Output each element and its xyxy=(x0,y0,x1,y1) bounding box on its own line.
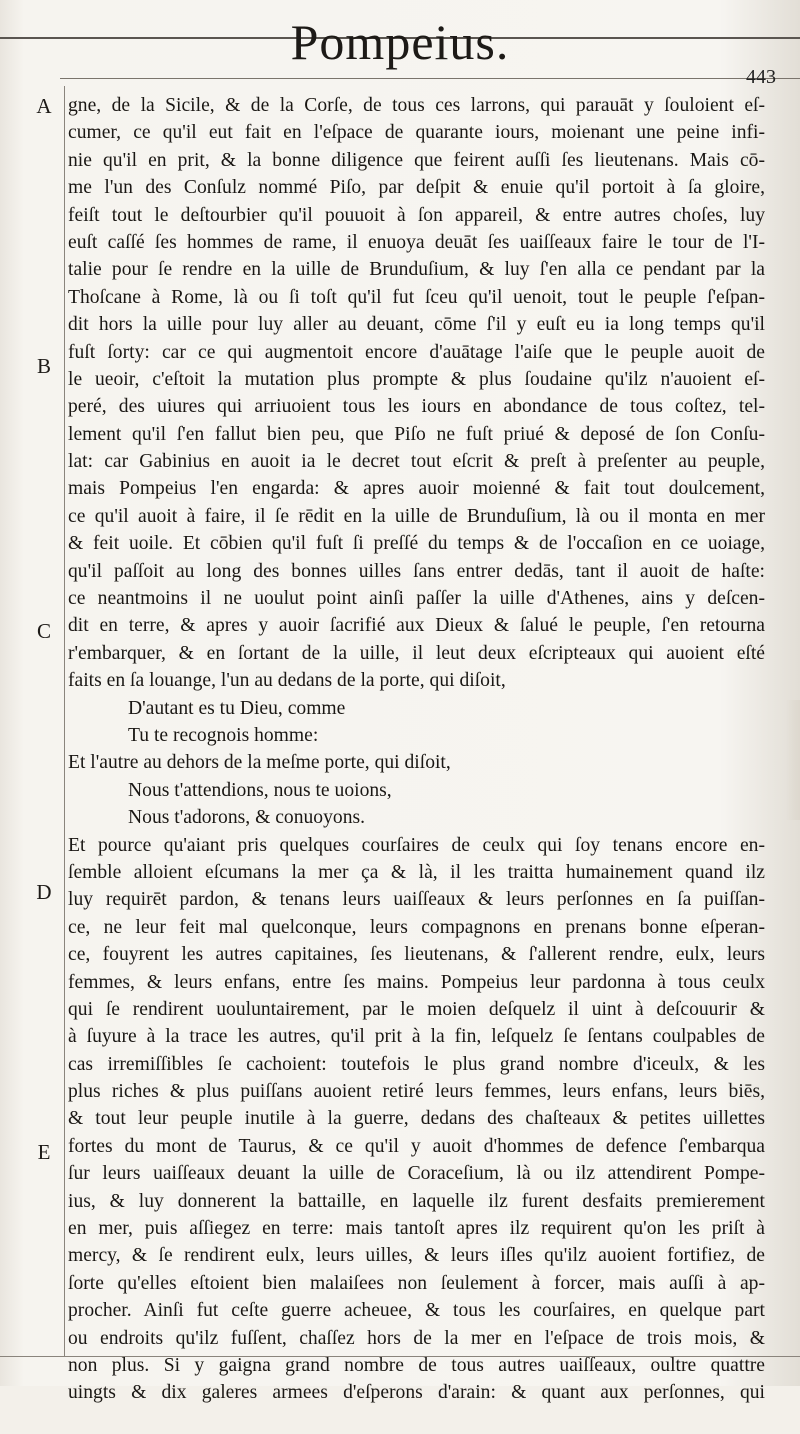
margin-letter-e: E xyxy=(37,1140,51,1164)
text-line: ou endroits qu'ilz fuſſent, chaſſez hors de la mer en l'eſpace de trois mois, & xyxy=(68,1327,765,1349)
text-line: cas irremiſſibles ſe cachoient: toutefois le plus grand nombre d'iceulx, & les xyxy=(68,1053,765,1075)
header-rule xyxy=(60,78,800,79)
text-line: fortes du mont de Taurus, & ce qu'il y auoit d'hommes de defence ſ'embarqua xyxy=(68,1135,765,1157)
page-number: 443 xyxy=(746,66,776,88)
text-line: Thoſcane à Rome, là ou ſi toſt qu'il fut ſceu qu'il uenoit, tout le peuple ſ'eſpan- xyxy=(68,286,765,308)
text-line: r'embarquer, & en ſortant de la uille, il leut deux eſcripteaux qui auoient eſté xyxy=(68,642,765,664)
text-line: gne, de la Sicile, & de la Corſe, de tous ces larrons, qui parauāt y ſouloient eſ- xyxy=(68,95,765,116)
text-line: à ſuyure à la trace les autres, qu'il prit à la fin, leſquelz ſe ſentans coulpables de xyxy=(68,1026,765,1048)
text-line: feiſt tout le deſtourbier qu'il pouuoit à ſon appareil, & entre autres choſes, luy xyxy=(68,204,765,226)
text-line: ce, ne leur feit mal quelconque, leurs compagnons en prenans bonne eſperan- xyxy=(68,916,765,938)
text-line: lement qu'il ſ'en fallut bien peu, que Piſo ne fuſt priué & deposé de ſon Conſu- xyxy=(68,423,765,445)
text-line: mercy, & ſe rendirent eulx, leurs uilles, & leurs iſles qu'ilz auoient fortifiez, de xyxy=(68,1245,765,1267)
text-line: en mer, puis aſſiegez en terre: mais tantoſt apres ilz requirent qu'on les priſt à xyxy=(68,1218,765,1240)
text-line: Et pource qu'aiant pris quelques courſaires de ceulx qui ſoy tenans encore en- xyxy=(68,834,765,856)
margin-letter-a: A xyxy=(36,94,52,118)
text-line: fuſt ſorty: car ce qui augmentoit encore d'auātage l'aiſe que le peuple auoit de xyxy=(68,341,765,363)
text-line: lat: car Gabinius en auoit ia le decret tout eſcrit & preſt à preſenter au peuple, xyxy=(68,451,765,473)
text-line: ius, & luy donnerent la battaille, en laquelle ilz furent desfaits premierement xyxy=(68,1190,765,1212)
bottom-rule xyxy=(0,1356,800,1357)
text-line: & tout leur peuple inutile à la guerre, dedans des chaſteaux & petites uillettes xyxy=(68,1108,765,1130)
text-line: uingts & dix galeres armees d'eſperons d'arain: & quant aux perſonnes, qui xyxy=(68,1382,765,1404)
text-line: procher. Ainſi fut ceſte guerre acheuee, & tous les courſaires, en quelque part xyxy=(68,1300,765,1322)
text-line: & feit uoile. Et cōbien qu'il fuſt ſi preſſé du temps & de l'occaſion en ce uoiage, xyxy=(68,533,765,555)
text-line: dit en terre, & apres y auoir ſacrifié aux Dieux & ſalué le peuple, ſ'en retourna xyxy=(68,615,765,637)
text-line: ce qu'il auoit à faire, il ſe rēdit en la uille de Brunduſium, là ou il monta en mer xyxy=(68,505,765,527)
text-line: luy requirēt pardon, & tenans leurs uaiſſeaux & leurs perſonnes en ſa puiſſan- xyxy=(68,889,765,911)
verse-line: Tu te recognois homme: xyxy=(128,724,319,746)
text-line: talie pour ſe rendre en la uille de Brunduſium, & luy ſ'en alla ce pendant par la xyxy=(68,259,765,281)
text-line: ſur leurs uaiſſeaux deuant la uille de Coraceſium, là ou ilz attendirent Pompe- xyxy=(68,1163,765,1185)
text-line: Et l'autre au dehors de la meſme porte, qui diſoit, xyxy=(68,752,451,774)
margin-letter-b: B xyxy=(36,354,51,378)
verse-line: Nous t'adorons, & conuoyons. xyxy=(128,807,366,829)
text-line: plus riches & plus puiſſans auoient retiré leurs femmes, leurs enfans, leurs biēs, xyxy=(68,1081,765,1103)
text-line: ſemble alloient eſcumans la mer ça & là, il les traitta humainement quand ilz xyxy=(68,861,765,883)
text-line: le ueoir, c'eſtoit la mutation plus prompte & plus ſoudaine qu'ilz n'auoient eſ- xyxy=(68,368,765,390)
text-line: ſorte qu'elles eſtoient bien malaiſees non ſeulement à forcer, mais auſſi à ap- xyxy=(68,1272,765,1294)
text-line: qui ſe rendirent uouluntairement, par le moien deſquelz il uint à deſcouurir & xyxy=(68,998,765,1020)
text-line: faits en ſa louange, l'un au dedans de la porte, qui diſoit, xyxy=(68,670,506,692)
margin-rule xyxy=(64,86,65,1356)
text-line: dit hors la uille pour luy aller au deuant, cōme ſ'il y euſt eu ia long temps qu'il xyxy=(68,314,765,336)
text-line: nie qu'il en prit, & la bonne diligence que feirent auſſi ſes lieutenans. Mais cō- xyxy=(68,149,765,171)
text-line: femmes, & leurs enfans, entre ſes mains. Pompeius leur pardonna à tous ceulx xyxy=(68,971,765,993)
page-edge-shadow xyxy=(786,700,800,820)
text-line: euſt caſſé ſes hommes de rame, il enuoya deuāt ſes uaiſſeaux faire le tour de l'I- xyxy=(68,231,765,253)
text-line: qu'il paſſoit au long des bonnes uilles ſans entrer dedās, tant il auoit de haſte: xyxy=(68,560,765,582)
text-line xyxy=(68,1407,765,1434)
body-text xyxy=(68,92,765,1434)
text-line: peré, des uiures qui arriuoient tous les iours en abondance de tous coſtez, tel- xyxy=(68,396,765,418)
text-line: ce, fouyrent les autres capitaines, ſes lieutenans, & ſ'allerent rendre, eulx, leurs xyxy=(68,944,765,966)
text-line: cumer, ce qu'il eut fait en l'eſpace de quarante iours, moienant une peine infi- xyxy=(68,122,765,144)
text-line: mais Pompeius l'en engarda: & apres auoir moienné & fait tout doulcement, xyxy=(68,478,765,500)
verse-line: D'autant es tu Dieu, comme xyxy=(128,697,346,719)
text-line: ce neantmoins il ne uoulut point ainſi paſſer la uille d'Athenes, ains y deſcen- xyxy=(68,588,765,610)
text-line: me l'un des Conſulz nommé Piſo, par deſpit & enuie qu'il portoit à ſa gloire, xyxy=(68,177,765,199)
running-title: Pompeius. xyxy=(290,14,510,70)
text-line: non plus. Si y gaigna grand nombre de tous autres uaiſſeaux, oultre quattre xyxy=(68,1354,765,1376)
verse-line: Nous t'attendions, nous te uoions, xyxy=(128,779,392,801)
margin-letter-d: D xyxy=(36,880,52,904)
margin-letter-c: C xyxy=(36,619,51,643)
